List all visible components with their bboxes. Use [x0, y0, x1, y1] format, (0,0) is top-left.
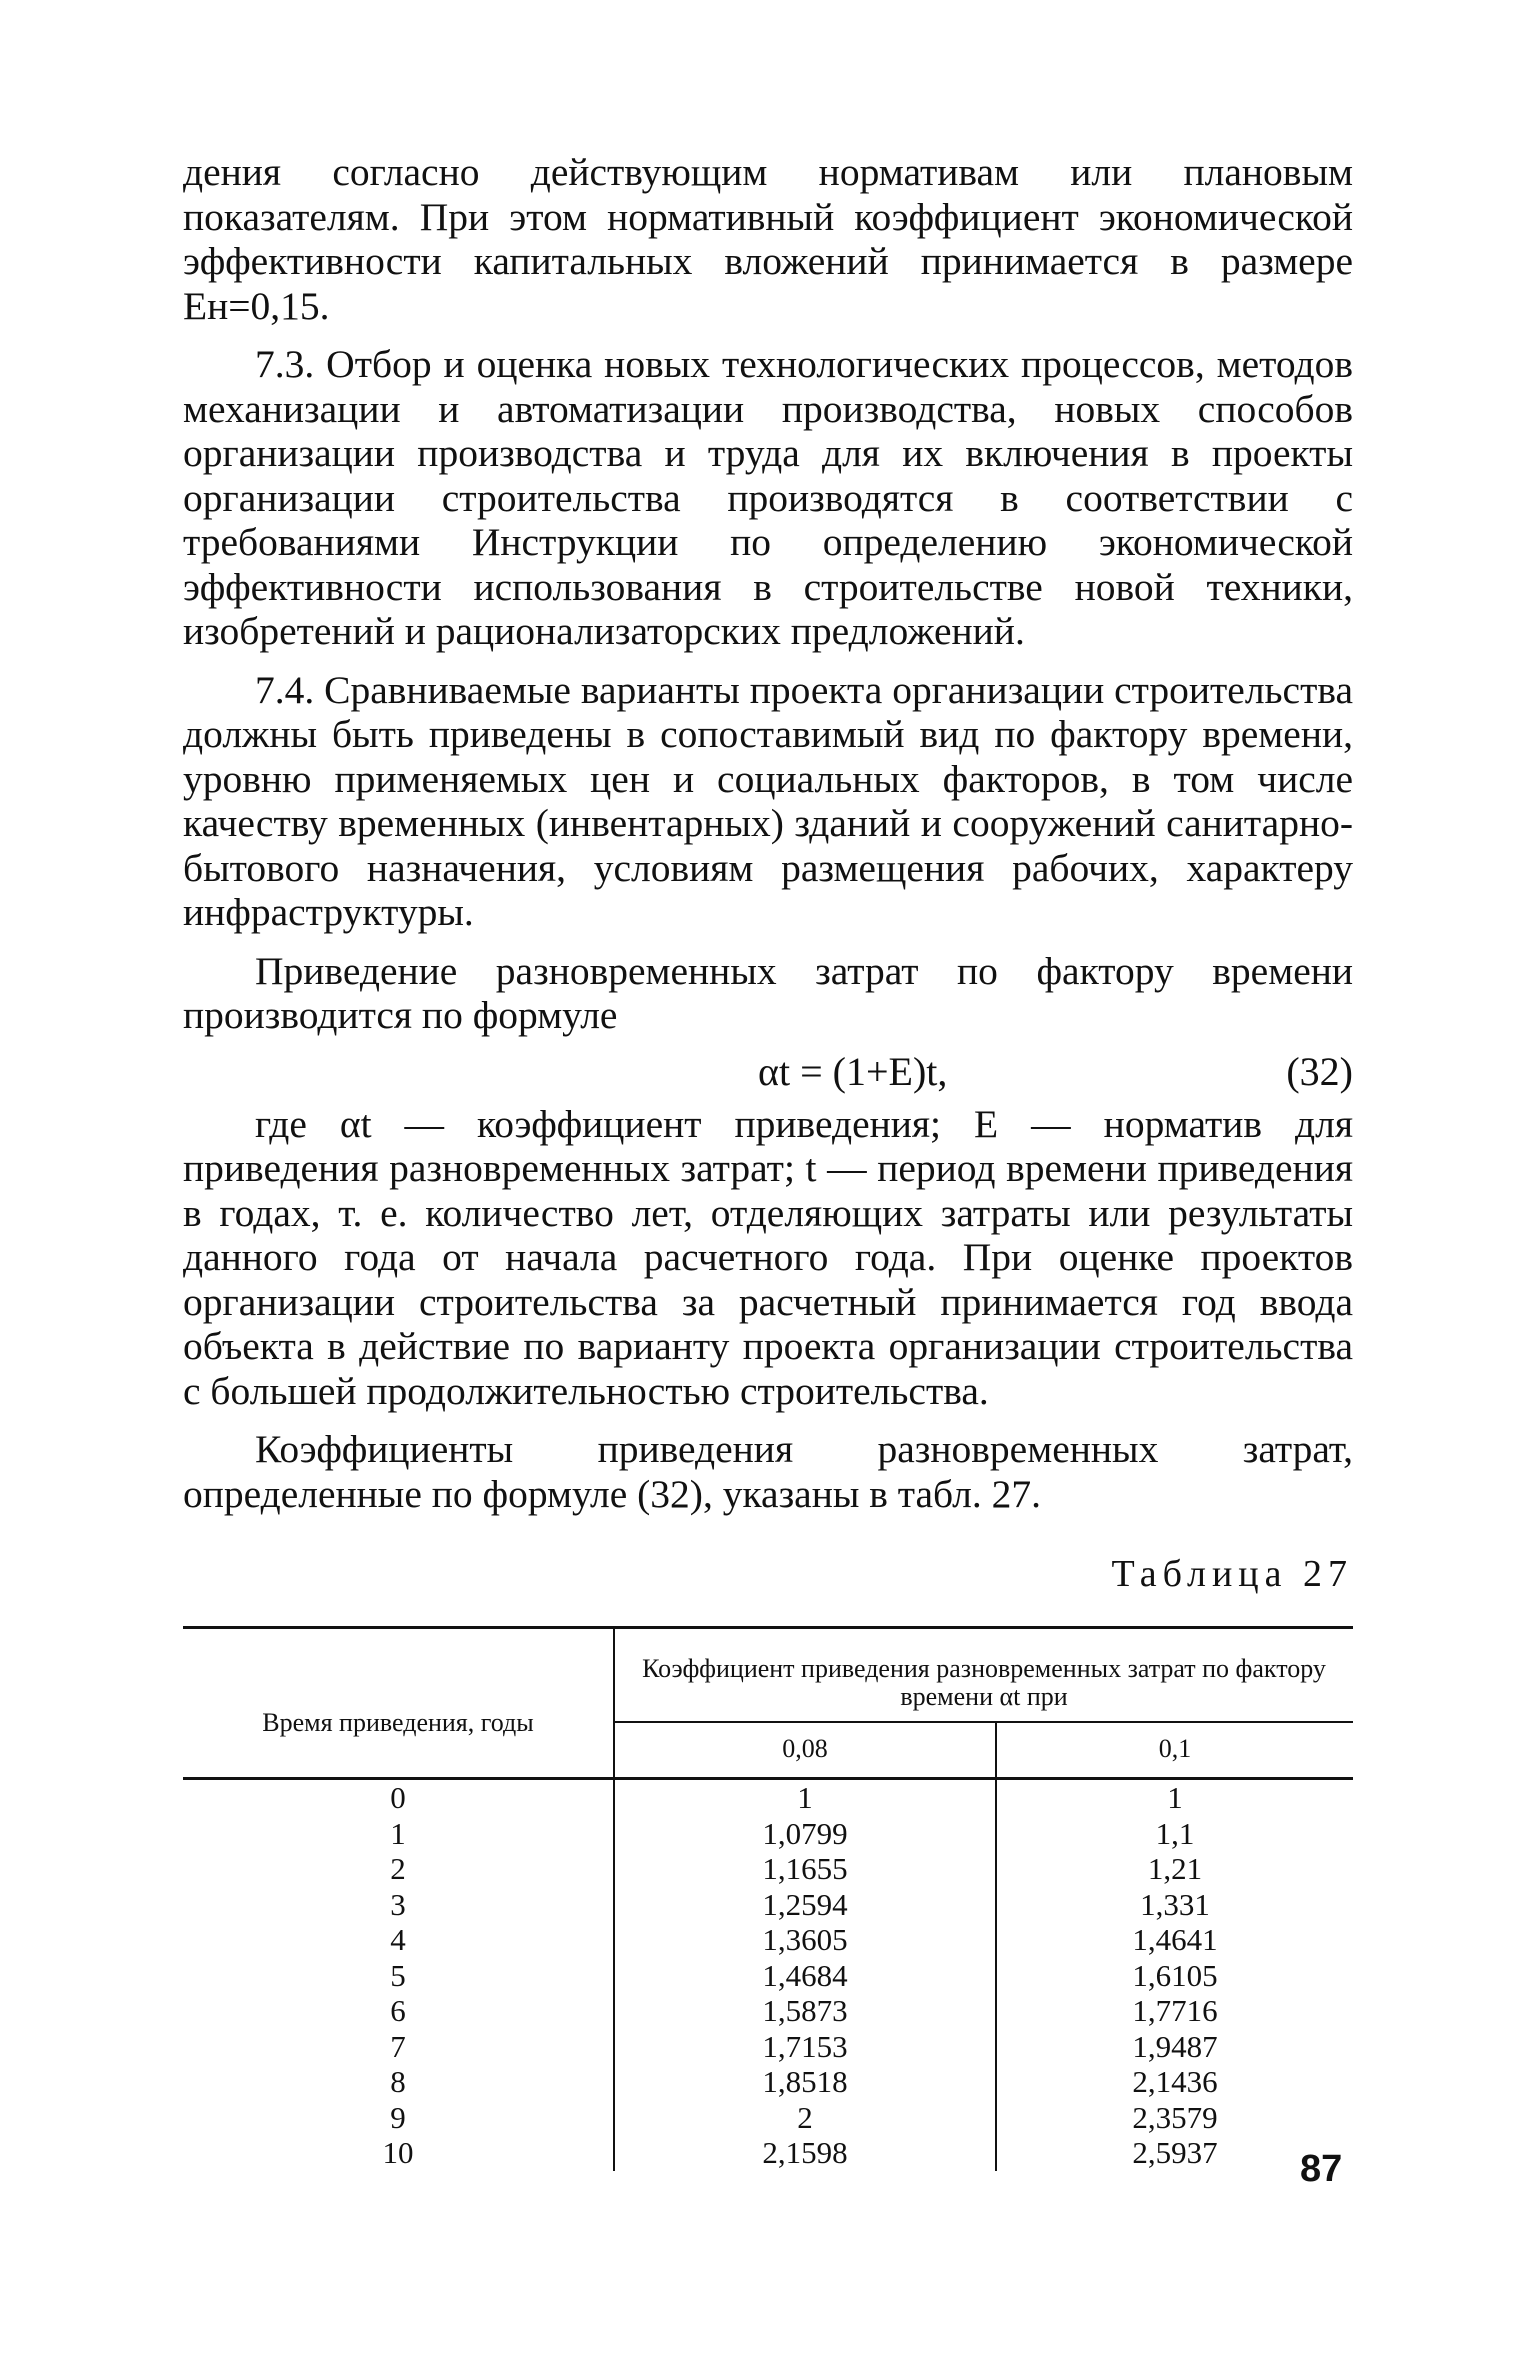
header-rate-0-08: 0,08	[614, 1722, 996, 1779]
cell-coef-0-08: 1,1655	[614, 1851, 996, 1887]
cell-coef-0-08: 1,5873	[614, 1993, 996, 2029]
formula-32	[183, 1042, 1353, 1102]
cell-coef-0-08: 1,8518	[614, 2064, 996, 2100]
table-row	[183, 1779, 1353, 1816]
cell-year: 7	[390, 2028, 406, 2064]
cell-coef-0-1: 1,6105	[996, 1958, 1353, 1994]
cell-coef-0-1: 2,1436	[996, 2064, 1353, 2100]
cell-year: 5	[390, 1957, 406, 1993]
paragraph-7-3: 7.3. Отбор и оценка новых технологических процессов, методов механизации и автоматизации производства, новых способов организации производства и труда для их включения в проекты организации строительства производятся в соответствии с требованиями Инструкции по определению экономической эффективности использования в строительстве новой техники, изобретений и рационализаторских предложений.	[183, 342, 1353, 653]
table-caption: Таблица 27	[1111, 1553, 1353, 1595]
cell-coef-0-1: 1,9487	[996, 2029, 1353, 2065]
paragraph-formula-definitions: где αt — коэффициент приведения; E — норматив для приведения разновременных затрат; t — период времени приведения в годах, т. е. количество лет, отделяющих затраты или результаты данного года от начала расчетного года. При оценке проектов организации строительства за расчетный принимается год ввода объекта в действие по варианту проекта организации строительства с большей продолжительностью строительства.	[183, 1101, 1353, 1413]
cell-year: 6	[390, 1993, 406, 2028]
table-row	[183, 1851, 1353, 1887]
formula-expression: αt = (1+E)t,	[758, 1048, 948, 1094]
cell-year: 1	[390, 1815, 406, 1851]
paragraph-continuation: дения согласно действующим нормативам или плановым показателям. При этом нормативный коэффициент экономической эффективности капитальных вложений принимается в размере Ен=0,15.	[183, 150, 1353, 328]
table-row	[183, 1887, 1353, 1923]
cell-coef-0-08: 1,7153	[614, 2029, 996, 2065]
header-time-column: Время приведения, годы	[262, 1708, 534, 1737]
page-number: 87	[1300, 2148, 1343, 2190]
header-coefficient-group: Коэффициент приведения разновременных затрат по фактору времени αt при	[614, 1628, 1353, 1723]
table-row	[183, 1816, 1353, 1852]
cell-coef-0-08: 1	[614, 1779, 996, 1816]
table-row	[183, 2100, 1353, 2136]
cell-coef-0-1: 1,331	[996, 1887, 1353, 1923]
cell-coef-0-08: 1,4684	[614, 1958, 996, 1994]
cell-coef-0-1: 1,1	[996, 1816, 1353, 1852]
cell-coef-0-1: 1,21	[996, 1851, 1353, 1887]
table-body	[183, 1779, 1353, 2171]
table-row	[183, 2135, 1353, 2171]
cell-coef-0-08: 2	[614, 2100, 996, 2136]
cell-coef-0-1: 1	[996, 1779, 1353, 1816]
table-row	[183, 1958, 1353, 1994]
cell-year: 8	[390, 2064, 406, 2099]
paragraph-table-reference: Коэффициенты приведения разновременных затрат, определенные по формуле (32), указаны в табл. 27.	[183, 1427, 1353, 1516]
coefficient-table	[183, 1626, 1353, 2171]
table-row	[183, 1993, 1353, 2029]
cell-coef-0-08: 1,3605	[614, 1922, 996, 1958]
table-row	[183, 2029, 1353, 2065]
cell-coef-0-08: 1,2594	[614, 1887, 996, 1923]
table-row	[183, 1922, 1353, 1958]
cell-coef-0-08: 1,0799	[614, 1816, 996, 1852]
header-rate-0-1: 0,1	[996, 1722, 1353, 1779]
cell-coef-0-1: 1,7716	[996, 1993, 1353, 2029]
cell-year: 9	[390, 2099, 406, 2135]
cell-coef-0-1: 2,5937	[996, 2135, 1353, 2171]
formula-number: (32)	[1286, 1048, 1353, 1094]
cell-year: 3	[390, 1886, 406, 1922]
page-body	[183, 150, 1353, 2171]
table-row	[183, 2064, 1353, 2100]
cell-coef-0-1: 1,4641	[996, 1922, 1353, 1958]
cell-year: 2	[390, 1851, 406, 1886]
cell-year: 0	[390, 1780, 406, 1815]
cell-coef-0-08: 2,1598	[614, 2135, 996, 2171]
cell-year: 10	[382, 2135, 414, 2170]
cell-coef-0-1: 2,3579	[996, 2100, 1353, 2136]
paragraph-formula-intro: Приведение разновременных затрат по фактору времени производится по формуле	[183, 948, 1353, 1037]
cell-year: 4	[390, 1922, 406, 1957]
paragraph-7-4: 7.4. Сравниваемые варианты проекта организации строительства должны быть приведены в сопоставимый вид по фактору времени, уровню применяемых цен и социальных факторов, в том числе качеству временных (инвентарных) зданий и сооружений санитарно-бытового назначения, условиям размещения рабочих, характеру инфраструктуры.	[183, 667, 1354, 934]
